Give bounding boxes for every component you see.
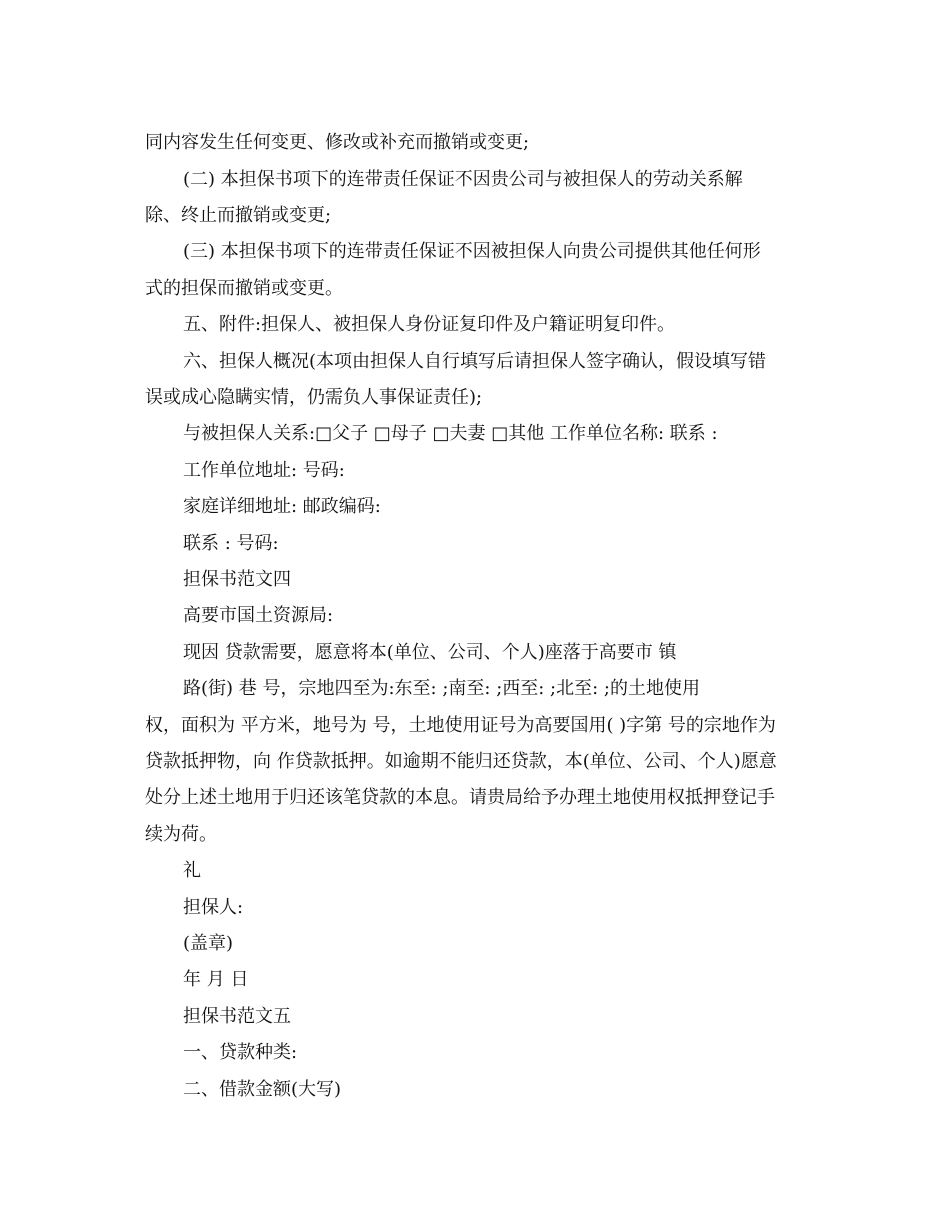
text-line: 二、借款金额(大写) (183, 1079, 342, 1100)
text-line: 贷款抵押物，向 作贷款抵押。如逾期不能归还贷款，本(单位、公司、个人)愿意 (145, 751, 777, 772)
text-line: (三) 本担保书项下的连带责任保证不因被担保人向贵公司提供其他任何形 (183, 241, 761, 262)
section-heading: 担保书范文五 (183, 1006, 291, 1027)
text-line: 权，面积为 平方米，地号为 号，土地使用证号为高要国用( )字第 号的宗地作为 (145, 715, 776, 736)
text-line: 式的担保而撤销或变更。 (145, 278, 343, 299)
text-line: (二) 本担保书项下的连带责任保证不因贵公司与被担保人的劳动关系解 (183, 169, 743, 190)
text-line: 五、附件:担保人、被担保人身份证复印件及户籍证明复印件。 (183, 314, 676, 335)
text-line: 联系 : 号码: (183, 533, 279, 554)
text-line: 误或成心隐瞒实情，仍需负人事保证责任); (145, 387, 483, 408)
text-line: 除、终止而撤销或变更; (145, 205, 332, 226)
text-line: 续为荷。 (145, 824, 217, 845)
text-line: 家庭详细地址: 邮政编码: (183, 496, 381, 517)
text-line: 年 月 日 (183, 969, 249, 990)
text-line: 处分上述土地用于归还该笔贷款的本息。请贵局给予办理土地使用权抵押登记手 (145, 787, 775, 808)
text-line: 高要市国土资源局: (183, 605, 334, 626)
text-line: 与被担保人关系:□父子 □母子 □夫妻 □其他 工作单位名称: 联系 : (183, 423, 718, 444)
text-line: 工作单位地址: 号码: (183, 460, 345, 481)
section-heading: 担保书范文四 (183, 569, 291, 590)
text-line: (盖章) (183, 933, 234, 954)
text-line: 路(街) 巷 号，宗地四至为:东至: ;南至: ;西至: ;北至: ;的土地使用 (183, 678, 700, 699)
text-line: 同内容发生任何变更、修改或补充而撤销或变更; (145, 132, 530, 153)
text-line: 六、担保人概况(本项由担保人自行填写后请担保人签字确认，假设填写错 (183, 351, 767, 372)
text-line: 一、贷款种类: (183, 1042, 298, 1063)
text-line: 现因 贷款需要，愿意将本(单位、公司、个人)座落于高要市 镇 (183, 642, 677, 663)
text-line: 礼 (183, 860, 201, 881)
text-line: 担保人: (183, 897, 244, 918)
